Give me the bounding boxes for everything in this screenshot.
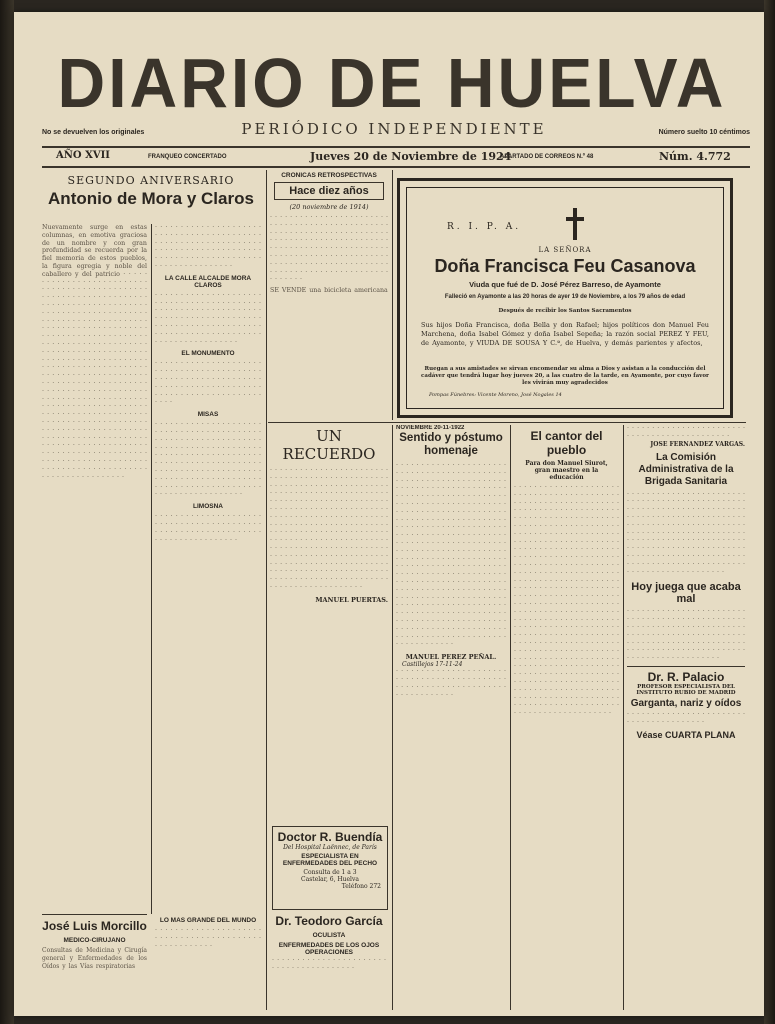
sub-misas: MISAS: [197, 411, 219, 419]
ad-buendia-addr: Castelar, 6, Huelva: [301, 876, 359, 883]
col7-sign: JOSE FERNANDEZ VARGAS.: [650, 440, 745, 448]
homenaje-sign-date: Castillejos 17-11-24: [402, 661, 463, 669]
homenaje-sign: MANUEL PEREZ PEÑAL.: [405, 653, 497, 662]
rule-below-info: [42, 166, 750, 168]
recuerdo-sign: MANUEL PUERTAS.: [315, 595, 388, 604]
cronicas-date: (20 noviembre de 1914): [289, 203, 369, 211]
obituary-notice: [397, 178, 733, 418]
ad-mundo-heading: LO MAS GRANDE DEL MUNDO: [159, 917, 257, 924]
obit-sacraments: Después de recibir los Santos Sacramentos: [498, 308, 632, 314]
masthead-title: DIARIO DE HUELVA: [57, 44, 727, 122]
obit-request: Ruegan a sus amistades se sirvan encomendar su alma a Dios y asistan a la conducción del cadáver que tendrá lugar hoy jueves 20, a las cuatro de la tarde, en Ayamonte, por cuyo favor les vivirán muy agradecidos: [421, 366, 709, 386]
article-recuerdo: UN RECUERDO · · · · · · · · · · · · · · · · · · · · · · · · · · · · · · · · · · · · · · · · · · · · · · · · · · · · · · · · · · · · · · · · · · · · · · · · · · · · · · · · · · · · · · · · · · · · · · · · · · · · · · · · · · · · · · · · · · · · · · · · · · · · · · · · · · · · · · · · · · · · · · · · · · · · · · · · · · · · · · · · · · · · · · · · · · · · · · · · · · · · · · · · · · · · · · · · · · · · · · · · · · · · · · · · · · · · · · · · · · · · · · · · · · · · · · · · · · · · · · · · · · · · · · · · · · · · · · · · · · · · · · · · · · · · · · · · · · · · · · · · · · · · · · · · · · · · · · · · · · · · · · · · · · · · · · · · · · · · · · · · · · · · · · · · · · · · · · · · · · · · · · · · · · · · · · · · · · · · · · · · · · · · · · · · · · · · · · · · · · · MANUEL PUERTAS.: [270, 427, 388, 604]
ad-morcillo-sub: MEDICO-CIRUJANO: [63, 937, 126, 944]
ad-buendia-tel: Teléfono 272: [341, 883, 381, 890]
ad-cuarta-plana: Véase CUARTA PLANA: [636, 729, 736, 740]
sub-monumento: EL MONUMENTO: [181, 350, 235, 358]
ad-morcillo-body: Consultas de Medicina y Cirugía general y Enfermedades de los Oídos y las Vías respiratorias: [42, 947, 147, 970]
article-anniversary-text-b: · · · · · · · · · · · · · · · · · · · · · · · · · · · · · · · · · · · · · · · · · · · · · · · · · · · · · · · · · · · · · · · · · · · · · · · · · · · · · · · · · · · · · · · · · · · · · · · · · · · · · · · · · · · · · · · · · · · · · · · · · LA CALLE ALCALDE MORA CLAROS · · · · · · · · · · · · · · · · · · · · · · · · · · · · · · · · · · · · · · · · · · · · · · · · · · · · · · · · · · · · · · · · · · · · · · · · · · · · · · · · · · · · · · · · · · · · · · · · · · · · · · · · · · · · · · · · · · · · · · · · · · · · · · · · · · · · · · · · · · · · · · · EL MONUMENTO · · · · · · · · · · · · · · · · · · · · · · · · · · · · · · · · · · · · · · · · · · · · · · · · · · · · · · · · · · · · · · · · · · · · · · · · · · · · · · · · · · · · · · · · · · · · · · · · · · · · · · · · · · · · · MISAS · · · · · · · · · · · · · · · · · · · · · · · · · · · · · · · · · · · · · · · · · · · · · · · · · · · · · · · · · · · · · · · · · · · · · · · · · · · · · · · · · · · · · · · · · · · · · · · · · · · · · · · · · · · · · · · · · · · · · · · · · · · · · · · · · · · · · · · · · · · · · · · · · · · · · · · · · · · · · · · · · · · · · · · · · · · · · · · · · · · · · · · · · · · · · · · · · · · · · · · · · · · · · · · LIMOSNA · · · · · · · · · · · · · · · · · · · · · · · · · · · · · · · · · · · · · · · · · · · · · · · · · · · · · · · · · · · · · · · · · · · · · · · · · · · · · · · ·: [155, 224, 261, 544]
issue-date: Jueves 20 de Noviembre de 1924: [310, 150, 512, 163]
homenaje-date: NOVIEMBRE 20-11-1922: [396, 425, 465, 431]
article-cantor: El cantor del pueblo Para don Manuel Siurot, gran maestro en la educación · · · · · · · · · · · · · · · · · · · · · · · · · · · · · · · · · · · · · · · · · · · · · · · · · · · · · · · · · · · · · · · · · · · · · · · · · · · · · · · · · · · · · · · · · · · · · · · · · · · · · · · · · · · · · · · · · · · · · · · · · · · · · · · · · · · · · · · · · · · · · · · · · · · · · · · · · · · · · · · · · · · · · · · · · · · · · · · · · · · · · · · · · · · · · · · · · · · · · · · · · · · · · · · · · · · · · · · · · · · · · · · · · · · · · · · · · · · · · · · · · · · · · · · · · · · · · · · · · · · · · · · · · · · · · · · · · · · · · · · · · · · · · · · · · · · · · · · · · · · · · · · · · · · · · · · · · · · · · · · · · · · · · · · · · · · · · · · · · · · · · · · · · · · · · · · · · · · · · · · · · · · · · · · · · · · · · · · · · · · · · · · · · · · · · · · · · · · · · · · · · · · · · · · · · · · · · · · · · · · · · · · · · · · · · · · · · · · · · · · · · · · · · · · · · · · · · · · · · · · · · · · · · · · · · · · · · · · · · · · · · · · · · · · · · · · · · · · · · · · · · · · · · · · · · · · · · · · · · · · · · · · · · · · · · · · · · · · · · · · · · · · · · · · · · · · · · · · · · · · · · · · · · · · · · · · · · · · · · · · · · · · · · · · · · · · · · · · · · · · · · · · · · · · · · · · · · · · · · · · · · · · · · · · · ·: [514, 429, 619, 718]
newspaper-page: [14, 12, 764, 1016]
homenaje-title: Sentido y póstumo homenaje: [399, 432, 503, 457]
sub-limosna: LIMOSNA: [193, 503, 223, 511]
ad-morcillo-name: José Luis Morcillo: [42, 919, 147, 933]
obit-rip: R. I. P. A.: [447, 222, 522, 232]
issue-year: AÑO XVII: [56, 150, 110, 161]
ad-morcillo: [42, 914, 147, 1004]
sub-calle: LA CALLE ALCALDE MORA CLAROS: [164, 274, 252, 289]
page-edge-right: [764, 0, 775, 1024]
issue-apartado: APARTADO DE CORREOS N.º 48: [500, 154, 594, 160]
cronicas-retrospectivas: CRONICAS RETROSPECTIVAS Hace diez años (20 noviembre de 1914) · · · · · · · · · · · · · · · · · · · · · · · · · · · · · · · · · · · · · · · · · · · · · · · · · · · · · · · · · · · · · · · · · · · · · · · · · · · · · · · · · · · · · · · · · · · · · · · · · · · · · · · · · · · · · · · · · · · · · · · · · · · · · · · · · · · · · · · · · · · · · · · · · · · · · · · · · · · · · · · · · · · · · · · · · · · · · · · · · · · · · · · · · · · · · · · · · · · · · · · SE VENDE una bicicleta americana: [270, 172, 388, 295]
ad-buendia: [272, 826, 388, 910]
masthead-subtitle: PERIÓDICO INDEPENDIENTE: [241, 120, 547, 138]
article-homenaje: NOVIEMBRE 20-11-1922 Sentido y póstumo homenaje · · · · · · · · · · · · · · · · · · · · · · · · · · · · · · · · · · · · · · · · · · · · · · · · · · · · · · · · · · · · · · · · · · · · · · · · · · · · · · · · · · · · · · · · · · · · · · · · · · · · · · · · · · · · · · · · · · · · · · · · · · · · · · · · · · · · · · · · · · · · · · · · · · · · · · · · · · · · · · · · · · · · · · · · · · · · · · · · · · · · · · · · · · · · · · · · · · · · · · · · · · · · · · · · · · · · · · · · · · · · · · · · · · · · · · · · · · · · · · · · · · · · · · · · · · · · · · · · · · · · · · · · · · · · · · · · · · · · · · · · · · · · · · · · · · · · · · · · · · · · · · · · · · · · · · · · · · · · · · · · · · · · · · · · · · · · · · · · · · · · · · · · · · · · · · · · · · · · · · · · · · · · · · · · · · · · · · · · · · · · · · · · · · · · · · · · · · · · · · · · · · · · · · · · · · · · · · · · · · · · · · · · · · · · · · · · · · · · · · · · · · · · · · · · · · · · · · · · · · · · · · · · · · · · · · · · · · · · · · · · · · · · · · · · · · · · · · · · · · · · · · · · · · · · · · · · · · · · · · MANUEL PEREZ PEÑAL. Castillejos 17-11-24 · · · · · · · · · · · · · · · · · · · · · · · · · · · · · · · · · · · · · · · · · · · · · · · · · · · · · · · · · · · · · · · · · · · · · · · · · · · · · ·: [396, 425, 506, 699]
ad-garcia-title: Dr. Teodoro García: [275, 914, 383, 928]
obit-label: LA SEÑORA: [538, 246, 592, 254]
article-headline: Antonio de Mora y Claros: [48, 189, 254, 208]
article-anniversary-text-a: [42, 224, 147, 914]
column-right: · · · · · · · · · · · · · · · · · · · · · · · · · · · · · · · · · · · · · · · · · · · · · JOSE FERNANDEZ VARGAS. La Comisión Administrativa de la Brigada Sanitaria · · · · · · · · · · · · · · · · · · · · · · · · · · · · · · · · · · · · · · · · · · · · · · · · · · · · · · · · · · · · · · · · · · · · · · · · · · · · · · · · · · · · · · · · · · · · · · · · · · · · · · · · · · · · · · · · · · · · · · · · · · · · · · · · · · · · · · · · · · · · · · · · · · · · · · · · · · · · · · · · · · · · · · · · · · · · · · · · · · · · · · · · · · · · · · · · · · · · · · · · · · · · · · · · · · · · · · · · · · · · · · · · · · · · · · · · · · · · · · · · · · · · · · · · · · · · · · · · · · · · Hoy juega que acaba mal · · · · · · · · · · · · · · · · · · · · · · · · · · · · · · · · · · · · · · · · · · · · · · · · · · · · · · · · · · · · · · · · · · · · · · · · · · · · · · · · · · · · · · · · · · · · · · · · · · · · · · · · · · · · · · · · · · · · · · · · · · · · · · · · · · · · · · · · · · · · · · · · · · · · · · · · · · · · · · · · · · · Dr. R. Palacio PROFESOR ESPECIALISTA DEL INSTITUTO RUBIO DE MADRID Garganta, nariz y oídos · · · · · · · · · · · · · · · · · · · · · · · · · · · · · · · · · · · · · · · · Véase CUARTA PLANA: [627, 425, 745, 740]
rule-top: [42, 146, 750, 148]
ad-buendia-title: Doctor R. Buendía: [277, 830, 383, 844]
juego-headline: Hoy juega que acaba mal: [631, 581, 741, 606]
ad-buendia-hours: Consulta de 1 a 3: [303, 869, 357, 876]
ad-palacio-title: Dr. R. Palacio: [647, 669, 725, 684]
page-edge-left: [0, 0, 14, 1024]
cronicas-foot: SE VENDE una bicicleta americana: [270, 287, 388, 295]
ad-garcia-body: ENFERMEDADES DE LOS OJOS OPERACIONES: [278, 942, 380, 956]
obit-death: Falleció en Ayamonte a las 20 horas de ayer 19 de Noviembre, a los 79 años de edad: [444, 294, 686, 300]
obit-family: Sus hijos Doña Francisca, doña Bella y don Rafael; hijos políticos don Manuel Feu Marchena, doña Isabel Gómez y doña Isabel Sepeña; la razón social PEREZ Y FEU, de Ayamonte, y VIUDA DE SOUSA Y C.ª, de Huelva, y demás parientes y afectos,: [421, 321, 709, 347]
issue-number: Núm. 4.772: [659, 150, 731, 163]
note-price: Número suelto 10 céntimos: [658, 129, 750, 136]
cronicas-title: Hace diez años: [274, 182, 384, 200]
cantor-title: El cantor del pueblo: [530, 429, 603, 457]
article-kicker: SEGUNDO ANIVERSARIO: [67, 174, 235, 187]
cross-icon: [573, 208, 577, 240]
ad-palacio-spec: Garganta, nariz y oídos: [630, 697, 742, 709]
issue-franqueo: FRANQUEO CONCERTADO: [148, 154, 227, 160]
cronicas-kicker: CRONICAS RETROSPECTIVAS: [281, 172, 377, 179]
ad-buendia-sub: Del Hospital Laënnec, de París: [283, 844, 377, 851]
recuerdo-title: UN RECUERDO: [282, 427, 376, 463]
ad-mundo: LO MAS GRANDE DEL MUNDO · · · · · · · · · · · · · · · · · · · · · · · · · · · · · · · · · · · · · · · · · · · · · · · · · · · · · ·: [155, 917, 261, 950]
cantor-sub: Para don Manuel Siurot, gran maestro en la educación: [525, 460, 608, 481]
ad-garcia: Dr. Teodoro García OCULISTA ENFERMEDADES DE LOS OJOS OPERACIONES · · · · · · · · · · · · · · · · · · · · · · · · · · · · · · · · · · · · · · · ·: [272, 914, 386, 972]
article-lead: Nuevamente surge en estas columnas, en emotiva graciosa de un nombre y con gran profundidad se recuerda por la fiel memoria de estos pueblos, la figura egregia y noble del caballero y del patricio · · · · · · · · · · · · · · · · · · · · · · · · · · · · · · · · · · · · · · · · · · · · · · · · · · · · · · · · · · · · · · · · · · · · · · · · · · · · · · · · · · · · · · · · · · · · · · · · · · · · · · · · · · · · · · · · · · · · · · · · · · · · · · · · · · · · · · · · · · · · · · · · · · · · · · · · · · · · · · · · · · · · · · · · · · · · · · · · · · · · · · · · · · · · · · · · · · · · · · · · · · · · · · · · · · · · · · · · · · · · · · · · · · · · · · · · · · · · · · · · · · · · · · · · · · · · · · · · · · · · · · · · · · · · · · · · · · · · · · · · · · · · · · · · · · · · · · · · · · · · · · · · · · · · · · · · · · · · · · · · · · · · · · · · · · · · · · · · · · · · · · · · · · · · · · · · · · · · · · · · · · · · · · · · · · · · · · · · · · · · · · · · · · · · · · · · · · · · · · · · · · · · · · · · · · · · · · · · · · · · · · · · · · · · · · · · · · · · · · · · · · · · · · · · · · · · · · · · · · · · · · · · · · · · · · · · · · · · · · · · · · · · · · · · · · · · · · · · · · · · · · · · · · · · · · · · · · · · · · · · · · · · · · · · · · · · · · · · · · · · · · · · · · ·: [42, 224, 147, 481]
brigada-headline: La Comisión Administrativa de la Brigada Sanitaria: [638, 451, 734, 487]
note-originals: No se devuelven los originales: [42, 129, 145, 136]
ad-buendia-spec: ESPECIALISTA EN ENFERMEDADES DEL PECHO: [282, 853, 378, 867]
obit-footer: Pompas Fúnebres: Vicente Moreno, José Nogales 14: [429, 392, 562, 398]
ad-garcia-sub: OCULISTA: [312, 932, 346, 939]
obit-name: Doña Francisca Feu Casanova: [434, 256, 696, 276]
ad-palacio-sub: PROFESOR ESPECIALISTA DEL INSTITUTO RUBIO DE MADRID: [636, 683, 736, 696]
obit-widow: Viuda que fué de D. José Pérez Barreso, de Ayamonte: [469, 280, 661, 289]
